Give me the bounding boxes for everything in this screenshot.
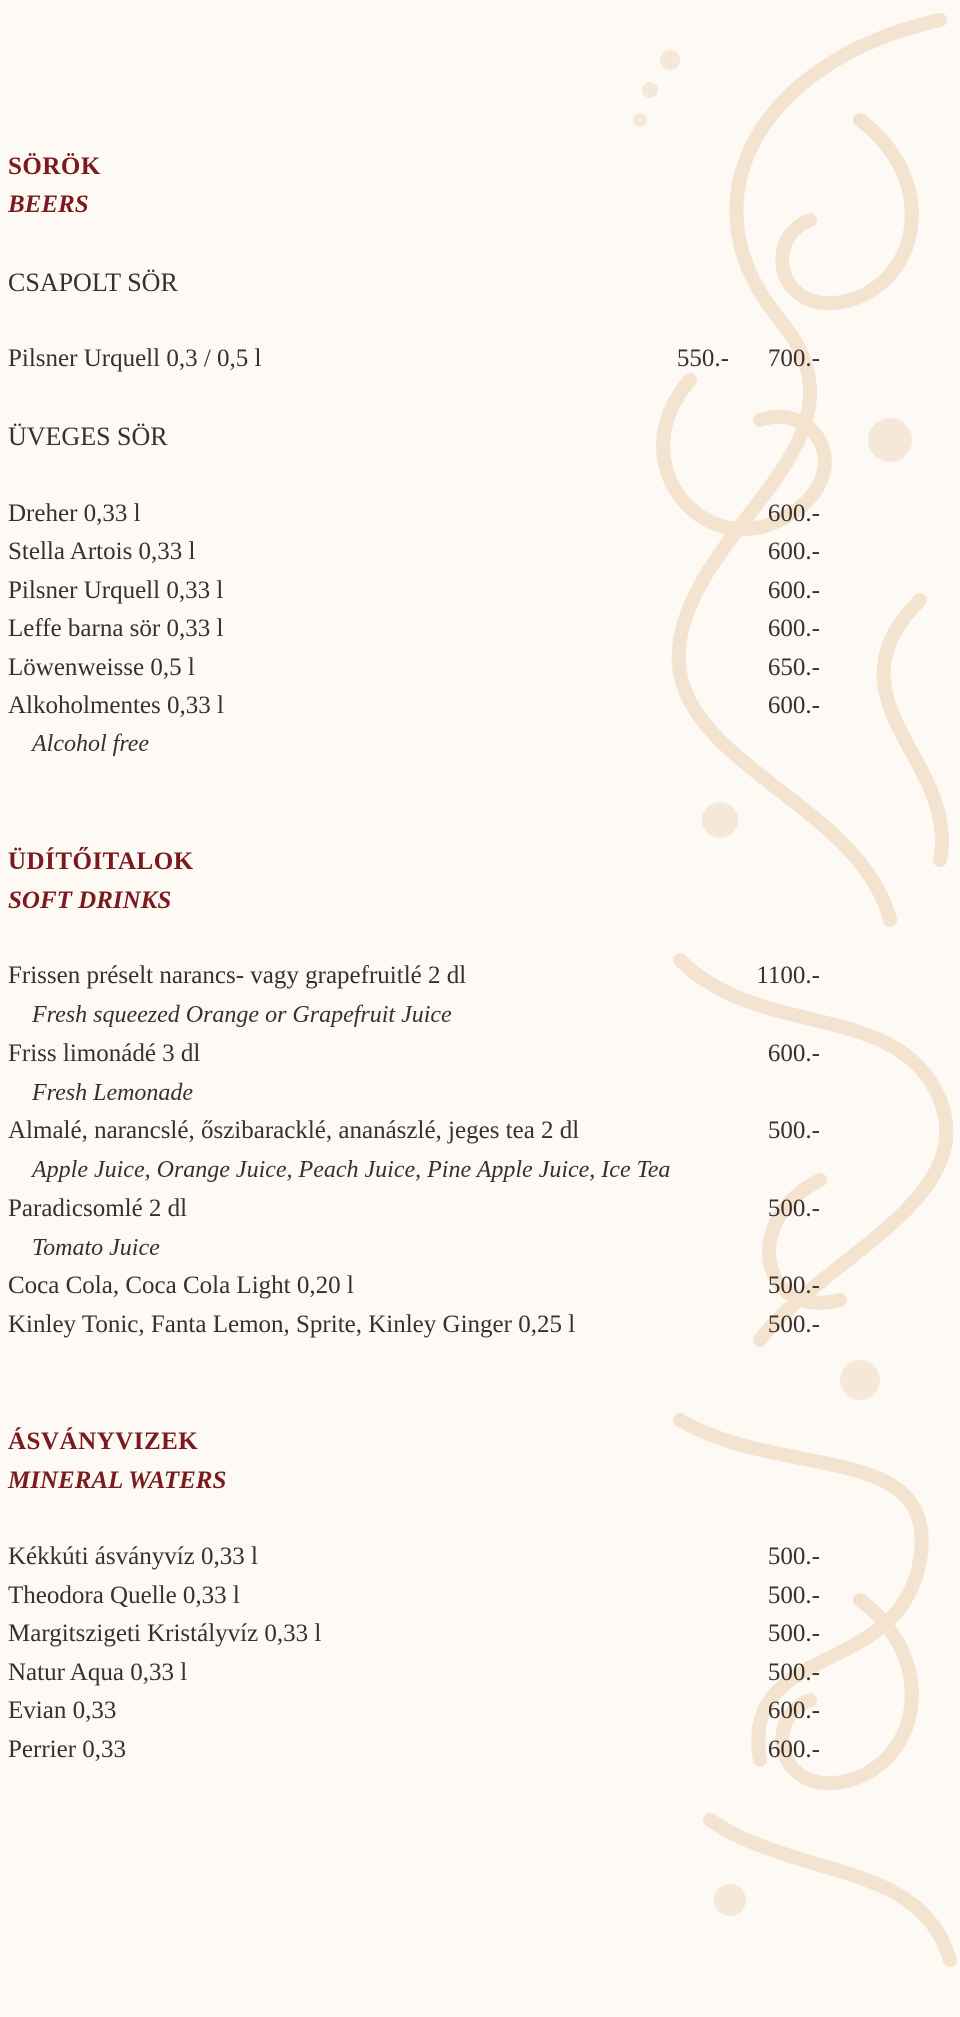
menu-item <box>8 1195 820 1231</box>
menu-item <box>8 1697 820 1733</box>
item-price: 500.- <box>767 1311 820 1338</box>
item-price: 500.- <box>767 1620 820 1647</box>
section-title-mineral-waters: ÁSVÁNYVIZEK <box>8 1428 199 1455</box>
menu-item <box>8 1620 820 1656</box>
menu-item <box>8 962 820 998</box>
subheading-draft-beer: CSAPOLT SÖR <box>8 268 178 297</box>
item-name: Leffe barna sör 0,33 l <box>8 615 224 642</box>
item-price: 1100.- <box>756 962 820 989</box>
item-name: Almalé, narancslé, őszibaracklé, ananászlé, jeges tea 2 dl <box>8 1117 580 1144</box>
item-price-large: 700.- <box>767 345 820 372</box>
item-price: 500.- <box>767 1272 820 1299</box>
item-price: 600.- <box>767 1697 820 1724</box>
menu-item <box>8 1117 820 1153</box>
item-price: 600.- <box>767 538 820 565</box>
item-name: Margitszigeti Kristályvíz 0,33 l <box>8 1620 322 1647</box>
section-subtitle-mineral-waters: MINERAL WATERS <box>8 1467 227 1494</box>
menu-item-pilsner-draft <box>8 345 820 381</box>
menu-item <box>8 538 820 574</box>
item-name: Theodora Quelle 0,33 l <box>8 1582 240 1609</box>
item-price: 500.- <box>767 1582 820 1609</box>
item-name: Pilsner Urquell 0,33 l <box>8 577 224 604</box>
item-name: Kékkúti ásványvíz 0,33 l <box>8 1543 258 1570</box>
item-name: Frissen préselt narancs- vagy grapefruitlé 2 dl <box>8 962 467 989</box>
item-note: Fresh squeezed Orange or Grapefruit Juice <box>32 1002 452 1028</box>
item-price: 600.- <box>767 500 820 527</box>
section-subtitle-soft-drinks: SOFT DRINKS <box>8 887 172 914</box>
item-name: Kinley Tonic, Fanta Lemon, Sprite, Kinley Ginger 0,25 l <box>8 1311 576 1338</box>
section-title-soft-drinks: ÜDÍTŐITALOK <box>8 848 194 875</box>
menu-item <box>8 1659 820 1695</box>
menu-item <box>8 1040 820 1076</box>
menu-item <box>8 1582 820 1618</box>
section-title-beers: SÖRÖK <box>8 153 101 180</box>
item-price: 600.- <box>767 1040 820 1067</box>
item-price: 650.- <box>767 654 820 681</box>
item-name: Evian 0,33 <box>8 1697 117 1724</box>
item-note: Alcohol free <box>32 731 150 757</box>
item-note: Tomato Juice <box>32 1235 160 1261</box>
item-name: Dreher 0,33 l <box>8 500 141 527</box>
item-price-small: 550.- <box>676 345 729 372</box>
item-note: Apple Juice, Orange Juice, Peach Juice, Pine Apple Juice, Ice Tea <box>32 1157 671 1183</box>
menu-item <box>8 577 820 613</box>
item-note: Fresh Lemonade <box>32 1080 194 1106</box>
item-price: 500.- <box>767 1543 820 1570</box>
item-name: Pilsner Urquell 0,3 / 0,5 l <box>8 345 262 372</box>
menu-item <box>8 500 820 536</box>
section-subtitle-beers: BEERS <box>8 191 89 218</box>
item-name: Löwenweisse 0,5 l <box>8 654 195 681</box>
item-name: Perrier 0,33 <box>8 1736 127 1763</box>
item-price: 600.- <box>767 692 820 719</box>
menu-item <box>8 1311 820 1347</box>
item-price: 600.- <box>767 1736 820 1763</box>
item-price: 600.- <box>767 577 820 604</box>
menu-item <box>8 1272 820 1308</box>
menu-item <box>8 654 820 690</box>
menu-item <box>8 1736 820 1772</box>
item-name: Stella Artois 0,33 l <box>8 538 196 565</box>
item-price: 500.- <box>767 1195 820 1222</box>
menu-item <box>8 615 820 651</box>
item-price: 500.- <box>767 1659 820 1686</box>
item-price: 500.- <box>767 1117 820 1144</box>
item-name: Alkoholmentes 0,33 l <box>8 692 224 719</box>
item-name: Coca Cola, Coca Cola Light 0,20 l <box>8 1272 354 1299</box>
item-name: Friss limonádé 3 dl <box>8 1040 201 1067</box>
item-price: 600.- <box>767 615 820 642</box>
menu-item <box>8 1543 820 1579</box>
item-name: Natur Aqua 0,33 l <box>8 1659 188 1686</box>
menu-item <box>8 692 820 728</box>
subheading-bottled-beer: ÜVEGES SÖR <box>8 422 168 451</box>
item-name: Paradicsomlé 2 dl <box>8 1195 188 1222</box>
